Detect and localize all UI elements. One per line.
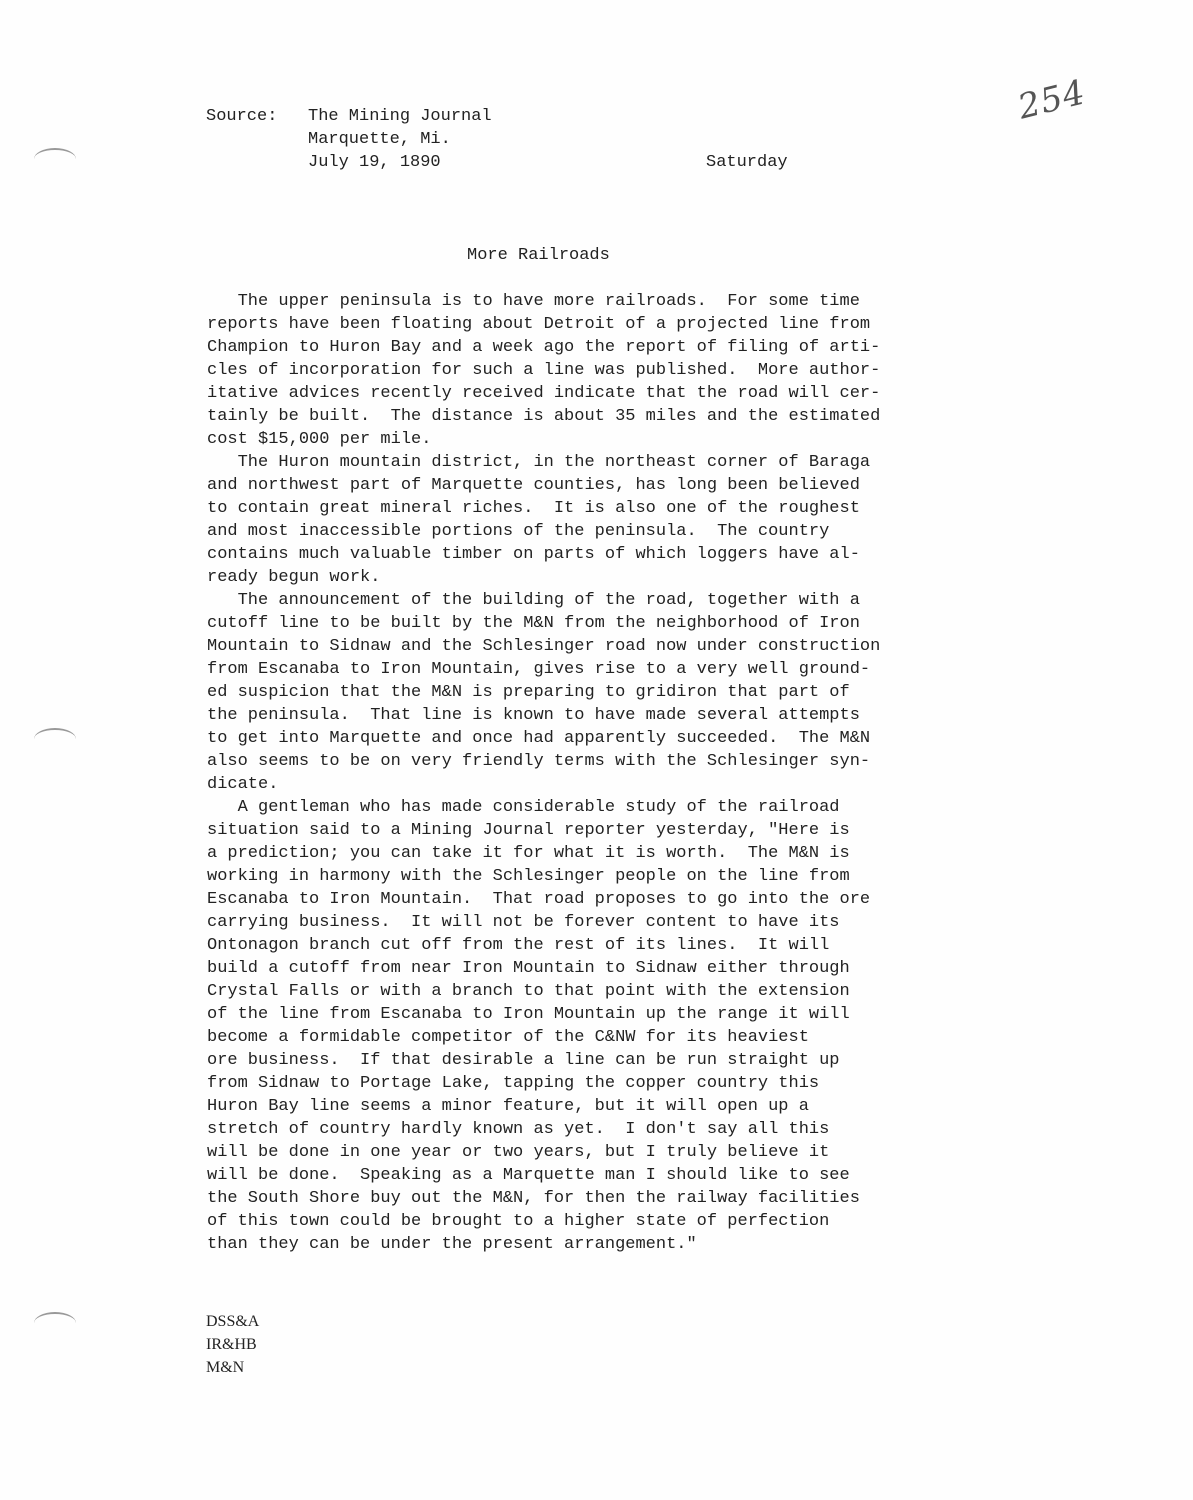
article-line: reports have been floating about Detroit of a projected line from (207, 315, 871, 334)
footer-tag: M&N (206, 1359, 245, 1376)
article-line: cost $15,000 per mile. (207, 430, 432, 449)
article-line: stretch of country hardly known as yet. I don't say all this (207, 1120, 830, 1139)
article-line: a prediction; you can take it for what it is worth. The M&N is (207, 844, 850, 863)
article-line: carrying business. It will not be forever content to have its (207, 913, 840, 932)
article-line: build a cutoff from near Iron Mountain to Sidnaw either through (207, 959, 850, 978)
article-line: working in harmony with the Schlesinger people on the line from (207, 867, 850, 886)
article-line: than they can be under the present arrangement." (207, 1235, 697, 1254)
source-date: July 19, 1890 (308, 153, 441, 172)
source-place: Marquette, Mi. (308, 130, 451, 149)
footer-tag: IR&HB (206, 1336, 257, 1353)
article-line: to get into Marquette and once had apparently succeeded. The M&N (207, 729, 871, 748)
article-line: Crystal Falls or with a branch to that point with the extension (207, 982, 850, 1001)
article-line: Huron Bay line seems a minor feature, but it will open up a (207, 1097, 809, 1116)
article-line: dicate. (207, 775, 279, 794)
article-line: the peninsula. That line is known to have made several attempts (207, 706, 860, 725)
article-line: will be done. Speaking as a Marquette man I should like to see (207, 1166, 850, 1185)
punch-hole-mark (34, 728, 76, 750)
source-block (308, 105, 492, 174)
article-line: and northwest part of Marquette counties, has long been believed (207, 476, 860, 495)
article-line: of the line from Escanaba to Iron Mountain up the range it will (207, 1005, 850, 1024)
punch-hole-mark (34, 1312, 76, 1334)
article-line: also seems to be on very friendly terms with the Schlesinger syn- (207, 752, 871, 771)
article-line: Mountain to Sidnaw and the Schlesinger road now under construction (207, 637, 881, 656)
punch-hole-mark (34, 148, 76, 170)
article-line: and most inaccessible portions of the peninsula. The country (207, 522, 830, 541)
article-line: The upper peninsula is to have more railroads. For some time (207, 292, 860, 311)
article-body (207, 290, 977, 1256)
footer-tags (206, 1310, 259, 1379)
source-label: Source: (206, 107, 278, 126)
article-line: the South Shore buy out the M&N, for then the railway facilities (207, 1189, 860, 1208)
article-line: Escanaba to Iron Mountain. That road proposes to go into the ore (207, 890, 871, 909)
source-day: Saturday (706, 153, 788, 172)
article-line: tainly be built. The distance is about 35 miles and the estimated (207, 407, 881, 426)
article-line: to contain great mineral riches. It is also one of the roughest (207, 499, 860, 518)
handwritten-page-number: 254 (1014, 72, 1090, 128)
article-line: cutoff line to be built by the M&N from the neighborhood of Iron (207, 614, 860, 633)
article-line: The announcement of the building of the road, together with a (207, 591, 860, 610)
article-line: from Sidnaw to Portage Lake, tapping the copper country this (207, 1074, 820, 1093)
article-line: will be done in one year or two years, but I truly believe it (207, 1143, 830, 1162)
article-line: become a formidable competitor of the C&NW for its heaviest (207, 1028, 809, 1047)
article-line: cles of incorporation for such a line was published. More author- (207, 361, 881, 380)
article-line: A gentleman who has made considerable study of the railroad (207, 798, 840, 817)
article-line: Ontonagon branch cut off from the rest of its lines. It will (207, 936, 830, 955)
article-line: ore business. If that desirable a line can be run straight up (207, 1051, 840, 1070)
source-publication: The Mining Journal (308, 107, 492, 126)
footer-tag: DSS&A (206, 1313, 260, 1330)
article-line: ed suspicion that the M&N is preparing to gridiron that part of (207, 683, 850, 702)
article-line: The Huron mountain district, in the northeast corner of Baraga (207, 453, 871, 472)
article-line: itative advices recently received indicate that the road will cer- (207, 384, 881, 403)
article-line: of this town could be brought to a higher state of perfection (207, 1212, 830, 1231)
article-line: from Escanaba to Iron Mountain, gives rise to a very well ground- (207, 660, 871, 679)
article-line: ready begun work. (207, 568, 381, 587)
article-line: Champion to Huron Bay and a week ago the report of filing of arti- (207, 338, 881, 357)
article-line: contains much valuable timber on parts of which loggers have al- (207, 545, 860, 564)
article-line: situation said to a Mining Journal reporter yesterday, "Here is (207, 821, 850, 840)
article-headline: More Railroads (467, 246, 610, 265)
